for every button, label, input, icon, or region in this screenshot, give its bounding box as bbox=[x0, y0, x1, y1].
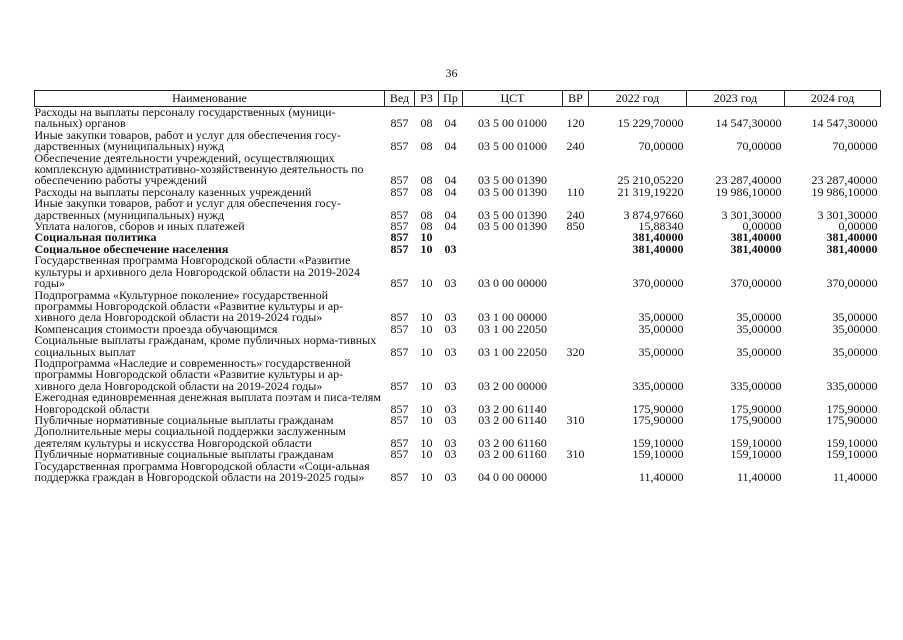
row-name: Социальное обеспечение населения bbox=[34, 241, 229, 256]
row-cst: 03 2 00 61160 bbox=[478, 447, 547, 462]
row-2023: 70,00000 bbox=[736, 139, 782, 154]
row-rz: 10 bbox=[420, 447, 433, 462]
row-2022: 35,00000 bbox=[638, 310, 684, 325]
row-rz: 08 bbox=[420, 207, 433, 222]
row-name: Публичные нормативные социальные выплаты гражданам bbox=[34, 447, 334, 462]
table-row bbox=[35, 335, 881, 358]
row-name: Иные закупки товаров, работ и услуг для обеспечения госу-дарственных (муниципальных) нужд bbox=[34, 196, 341, 222]
row-cst: 03 1 00 22050 bbox=[478, 344, 547, 359]
row-ved: 857 bbox=[390, 139, 409, 154]
row-name: Государственная программа Новгородской области «Развитие культуры и архивного дела Новгородской области на 2019-2024 годы» bbox=[34, 253, 360, 291]
row-vr: 240 bbox=[566, 139, 585, 154]
row-2023: 175,90000 bbox=[730, 401, 782, 416]
row-2024: 175,90000 bbox=[826, 412, 878, 427]
row-2022: 15 229,70000 bbox=[617, 116, 684, 131]
row-2023: 381,40000 bbox=[730, 241, 782, 256]
row-2024: 11,40000 bbox=[832, 470, 878, 484]
row-2023: 0,00000 bbox=[742, 219, 782, 234]
row-pr: 03 bbox=[444, 276, 457, 291]
header-name: Наименование bbox=[35, 91, 385, 107]
row-name: Расходы на выплаты персоналу казенных учреждений bbox=[34, 184, 312, 199]
row-cst: 03 5 00 01390 bbox=[478, 219, 547, 234]
row-rz: 08 bbox=[420, 139, 433, 154]
row-rz: 10 bbox=[420, 401, 433, 416]
row-2023: 159,10000 bbox=[730, 447, 782, 462]
header-ved: Вед bbox=[385, 91, 415, 107]
row-rz: 08 bbox=[420, 219, 433, 234]
table-row bbox=[35, 392, 881, 415]
row-ved: 857 bbox=[390, 207, 409, 222]
row-2022: 70,00000 bbox=[638, 139, 684, 154]
row-pr: 03 bbox=[444, 412, 457, 427]
row-2024: 70,00000 bbox=[832, 139, 878, 154]
row-name: Подпрограмма «Наследие и современность» государственной программы Новгородской области «Развитие культуры и ар-хивного дела Новгородской области на 2019-2024 годы» bbox=[34, 355, 351, 393]
row-pr: 04 bbox=[444, 207, 457, 222]
row-2022: 335,00000 bbox=[632, 378, 684, 393]
row-rz: 10 bbox=[420, 241, 433, 256]
row-vr bbox=[563, 153, 589, 187]
row-cst bbox=[463, 244, 563, 255]
row-2024: 35,00000 bbox=[832, 321, 878, 336]
row-2024: 381,40000 bbox=[826, 230, 878, 245]
row-pr: 04 bbox=[444, 184, 457, 199]
row-vr: 310 bbox=[566, 412, 585, 427]
row-2022: 35,00000 bbox=[638, 321, 684, 336]
row-rz: 08 bbox=[420, 184, 433, 199]
row-pr: 03 bbox=[444, 447, 457, 462]
row-name: Обеспечение деятельности учреждений, осуществляющих комплексную административно-хозяйственную деятельность по обеспечению работы учреждений bbox=[34, 150, 364, 188]
row-name: Государственная программа Новгородской области «Соци-альная поддержка граждан в Новгородской области на 2019-2025 годы» bbox=[34, 458, 370, 484]
row-cst: 03 0 00 00000 bbox=[478, 276, 547, 291]
row-ved: 857 bbox=[390, 219, 409, 234]
row-pr: 03 bbox=[444, 470, 457, 484]
row-2023: 175,90000 bbox=[730, 412, 782, 427]
row-rz: 10 bbox=[420, 230, 433, 245]
row-vr bbox=[563, 232, 589, 243]
row-vr bbox=[563, 358, 589, 392]
row-vr: 240 bbox=[566, 207, 585, 222]
table-row bbox=[35, 130, 881, 153]
row-2022: 11,40000 bbox=[638, 470, 684, 484]
row-ved: 857 bbox=[390, 447, 409, 462]
row-ved: 857 bbox=[390, 435, 409, 450]
header-2022: 2022 год bbox=[589, 91, 687, 107]
row-ved: 857 bbox=[390, 230, 409, 245]
table-row bbox=[35, 198, 881, 221]
row-pr: 04 bbox=[444, 219, 457, 234]
row-2022: 159,10000 bbox=[632, 435, 684, 450]
row-vr: 120 bbox=[566, 116, 585, 131]
row-ved: 857 bbox=[390, 184, 409, 199]
header-2023: 2023 год bbox=[687, 91, 785, 107]
table-row bbox=[35, 107, 881, 130]
header-2024: 2024 год bbox=[785, 91, 881, 107]
row-2024: 23 287,40000 bbox=[811, 173, 878, 188]
row-2023: 23 287,40000 bbox=[715, 173, 782, 188]
row-ved: 857 bbox=[390, 401, 409, 416]
table-row bbox=[35, 426, 881, 449]
row-rz: 10 bbox=[420, 412, 433, 427]
row-2022: 25 210,05220 bbox=[617, 173, 684, 188]
row-2024: 35,00000 bbox=[832, 344, 878, 359]
row-ved: 857 bbox=[390, 470, 409, 484]
header-pr: Пр bbox=[439, 91, 463, 107]
row-2022: 175,90000 bbox=[632, 401, 684, 416]
header-vr: ВР bbox=[563, 91, 589, 107]
row-2022: 381,40000 bbox=[632, 241, 684, 256]
row-ved: 857 bbox=[390, 378, 409, 393]
row-cst: 03 5 00 01390 bbox=[478, 207, 547, 222]
row-2022: 3 874,97660 bbox=[623, 207, 684, 222]
budget-table bbox=[34, 90, 881, 483]
table-row bbox=[35, 255, 881, 289]
row-name: Социальные выплаты гражданам, кроме публичных норма-тивных социальных выплат bbox=[34, 333, 377, 359]
row-2024: 3 301,30000 bbox=[817, 207, 878, 222]
row-pr: 03 bbox=[444, 310, 457, 325]
row-vr: 110 bbox=[566, 184, 585, 199]
row-pr: 04 bbox=[444, 139, 457, 154]
row-vr bbox=[563, 255, 589, 289]
row-rz: 10 bbox=[420, 470, 433, 484]
row-ved: 857 bbox=[390, 276, 409, 291]
row-pr: 03 bbox=[444, 321, 457, 336]
table-row bbox=[35, 153, 881, 187]
row-2024: 159,10000 bbox=[826, 435, 878, 450]
row-2023: 35,00000 bbox=[736, 344, 782, 359]
row-pr: 04 bbox=[444, 116, 457, 131]
row-2024: 175,90000 bbox=[826, 401, 878, 416]
row-name: Дополнительные меры социальной поддержки заслуженным деятелям культуры и искусства Новгородской области bbox=[34, 424, 346, 450]
row-ved: 857 bbox=[390, 310, 409, 325]
row-cst: 03 2 00 61160 bbox=[478, 435, 547, 450]
row-vr bbox=[563, 426, 589, 449]
row-2023: 14 547,30000 bbox=[715, 116, 782, 131]
row-2024: 335,00000 bbox=[826, 378, 878, 393]
row-vr bbox=[563, 324, 589, 335]
row-ved: 857 bbox=[390, 116, 409, 131]
row-cst: 03 5 00 01000 bbox=[478, 139, 547, 154]
row-rz: 10 bbox=[420, 378, 433, 393]
row-2022: 370,00000 bbox=[632, 276, 684, 291]
row-vr bbox=[563, 392, 589, 415]
row-cst: 03 5 00 01000 bbox=[478, 116, 547, 131]
row-name: Расходы на выплаты персоналу государственных (муници-пальных) органов bbox=[34, 105, 336, 131]
row-cst: 03 5 00 01390 bbox=[478, 173, 547, 188]
row-pr: 03 bbox=[444, 344, 457, 359]
row-vr bbox=[563, 290, 589, 324]
row-cst bbox=[463, 232, 563, 243]
row-2023: 381,40000 bbox=[730, 230, 782, 245]
row-vr bbox=[563, 244, 589, 255]
row-name: Уплата налогов, сборов и иных платежей bbox=[34, 219, 245, 234]
row-2024: 0,00000 bbox=[838, 219, 878, 234]
row-vr bbox=[563, 461, 589, 484]
row-rz: 10 bbox=[420, 310, 433, 325]
row-2022: 175,90000 bbox=[632, 412, 684, 427]
row-pr: 04 bbox=[444, 173, 457, 188]
row-2024: 381,40000 bbox=[826, 241, 878, 256]
row-cst: 03 2 00 61140 bbox=[478, 401, 547, 416]
row-rz: 10 bbox=[420, 435, 433, 450]
row-cst: 03 2 00 00000 bbox=[478, 378, 547, 393]
table-row bbox=[35, 358, 881, 392]
row-name: Компенсация стоимости проезда обучающимся bbox=[34, 321, 278, 336]
table-row bbox=[35, 461, 881, 484]
row-2023: 370,00000 bbox=[730, 276, 782, 291]
row-rz: 08 bbox=[420, 116, 433, 131]
row-2024: 370,00000 bbox=[826, 276, 878, 291]
row-rz: 10 bbox=[420, 344, 433, 359]
header-cst: ЦСТ bbox=[463, 91, 563, 107]
row-rz: 10 bbox=[420, 321, 433, 336]
row-2022: 21 319,19220 bbox=[617, 184, 684, 199]
row-cst: 03 1 00 00000 bbox=[478, 310, 547, 325]
row-2024: 19 986,10000 bbox=[811, 184, 878, 199]
row-vr: 850 bbox=[566, 219, 585, 234]
row-pr: 03 bbox=[444, 401, 457, 416]
row-2024: 35,00000 bbox=[832, 310, 878, 325]
row-rz: 10 bbox=[420, 276, 433, 291]
row-pr: 03 bbox=[444, 435, 457, 450]
row-cst: 03 1 00 22050 bbox=[478, 321, 547, 336]
row-2022: 15,88340 bbox=[638, 219, 684, 234]
row-ved: 857 bbox=[390, 321, 409, 336]
row-2024: 159,10000 bbox=[826, 447, 878, 462]
row-2022: 159,10000 bbox=[632, 447, 684, 462]
row-vr: 310 bbox=[566, 447, 585, 462]
row-2023: 3 301,30000 bbox=[721, 207, 782, 222]
row-rz: 08 bbox=[420, 173, 433, 188]
row-name: Ежегодная единовременная денежная выплата поэтам и писа-телям Новгородской области bbox=[34, 390, 382, 416]
row-name: Иные закупки товаров, работ и услуг для обеспечения госу-дарственных (муниципальных) нужд bbox=[34, 127, 341, 154]
row-2023: 159,10000 bbox=[730, 435, 782, 450]
row-2022: 35,00000 bbox=[638, 344, 684, 359]
header-rz: РЗ bbox=[415, 91, 439, 107]
row-ved: 857 bbox=[390, 412, 409, 427]
table-row bbox=[35, 290, 881, 324]
row-ved: 857 bbox=[390, 344, 409, 359]
row-pr: 03 bbox=[444, 378, 457, 393]
row-ved: 857 bbox=[390, 241, 409, 256]
row-2023: 11,40000 bbox=[736, 470, 782, 484]
row-name: Социальная политика bbox=[34, 230, 157, 245]
row-name: Публичные нормативные социальные выплаты гражданам bbox=[34, 412, 334, 427]
row-2023: 335,00000 bbox=[730, 378, 782, 393]
row-2024: 14 547,30000 bbox=[811, 116, 878, 131]
row-pr: 03 bbox=[444, 241, 457, 256]
row-2023: 35,00000 bbox=[736, 310, 782, 325]
row-2023: 19 986,10000 bbox=[715, 184, 782, 199]
row-name: Подпрограмма «Культурное поколение» государственной программы Новгородской области «Развитие культуры и ар-хивного дела Новгородской области на 2019-2024 годы» bbox=[34, 287, 344, 325]
page-number: 36 bbox=[445, 66, 458, 80]
row-ved: 857 bbox=[390, 173, 409, 188]
row-cst: 04 0 00 00000 bbox=[478, 470, 547, 484]
row-cst: 03 5 00 01390 bbox=[478, 184, 547, 199]
row-cst: 03 2 00 61140 bbox=[478, 412, 547, 427]
row-2022: 381,40000 bbox=[632, 230, 684, 245]
row-2023: 35,00000 bbox=[736, 321, 782, 336]
row-vr: 320 bbox=[566, 344, 585, 359]
